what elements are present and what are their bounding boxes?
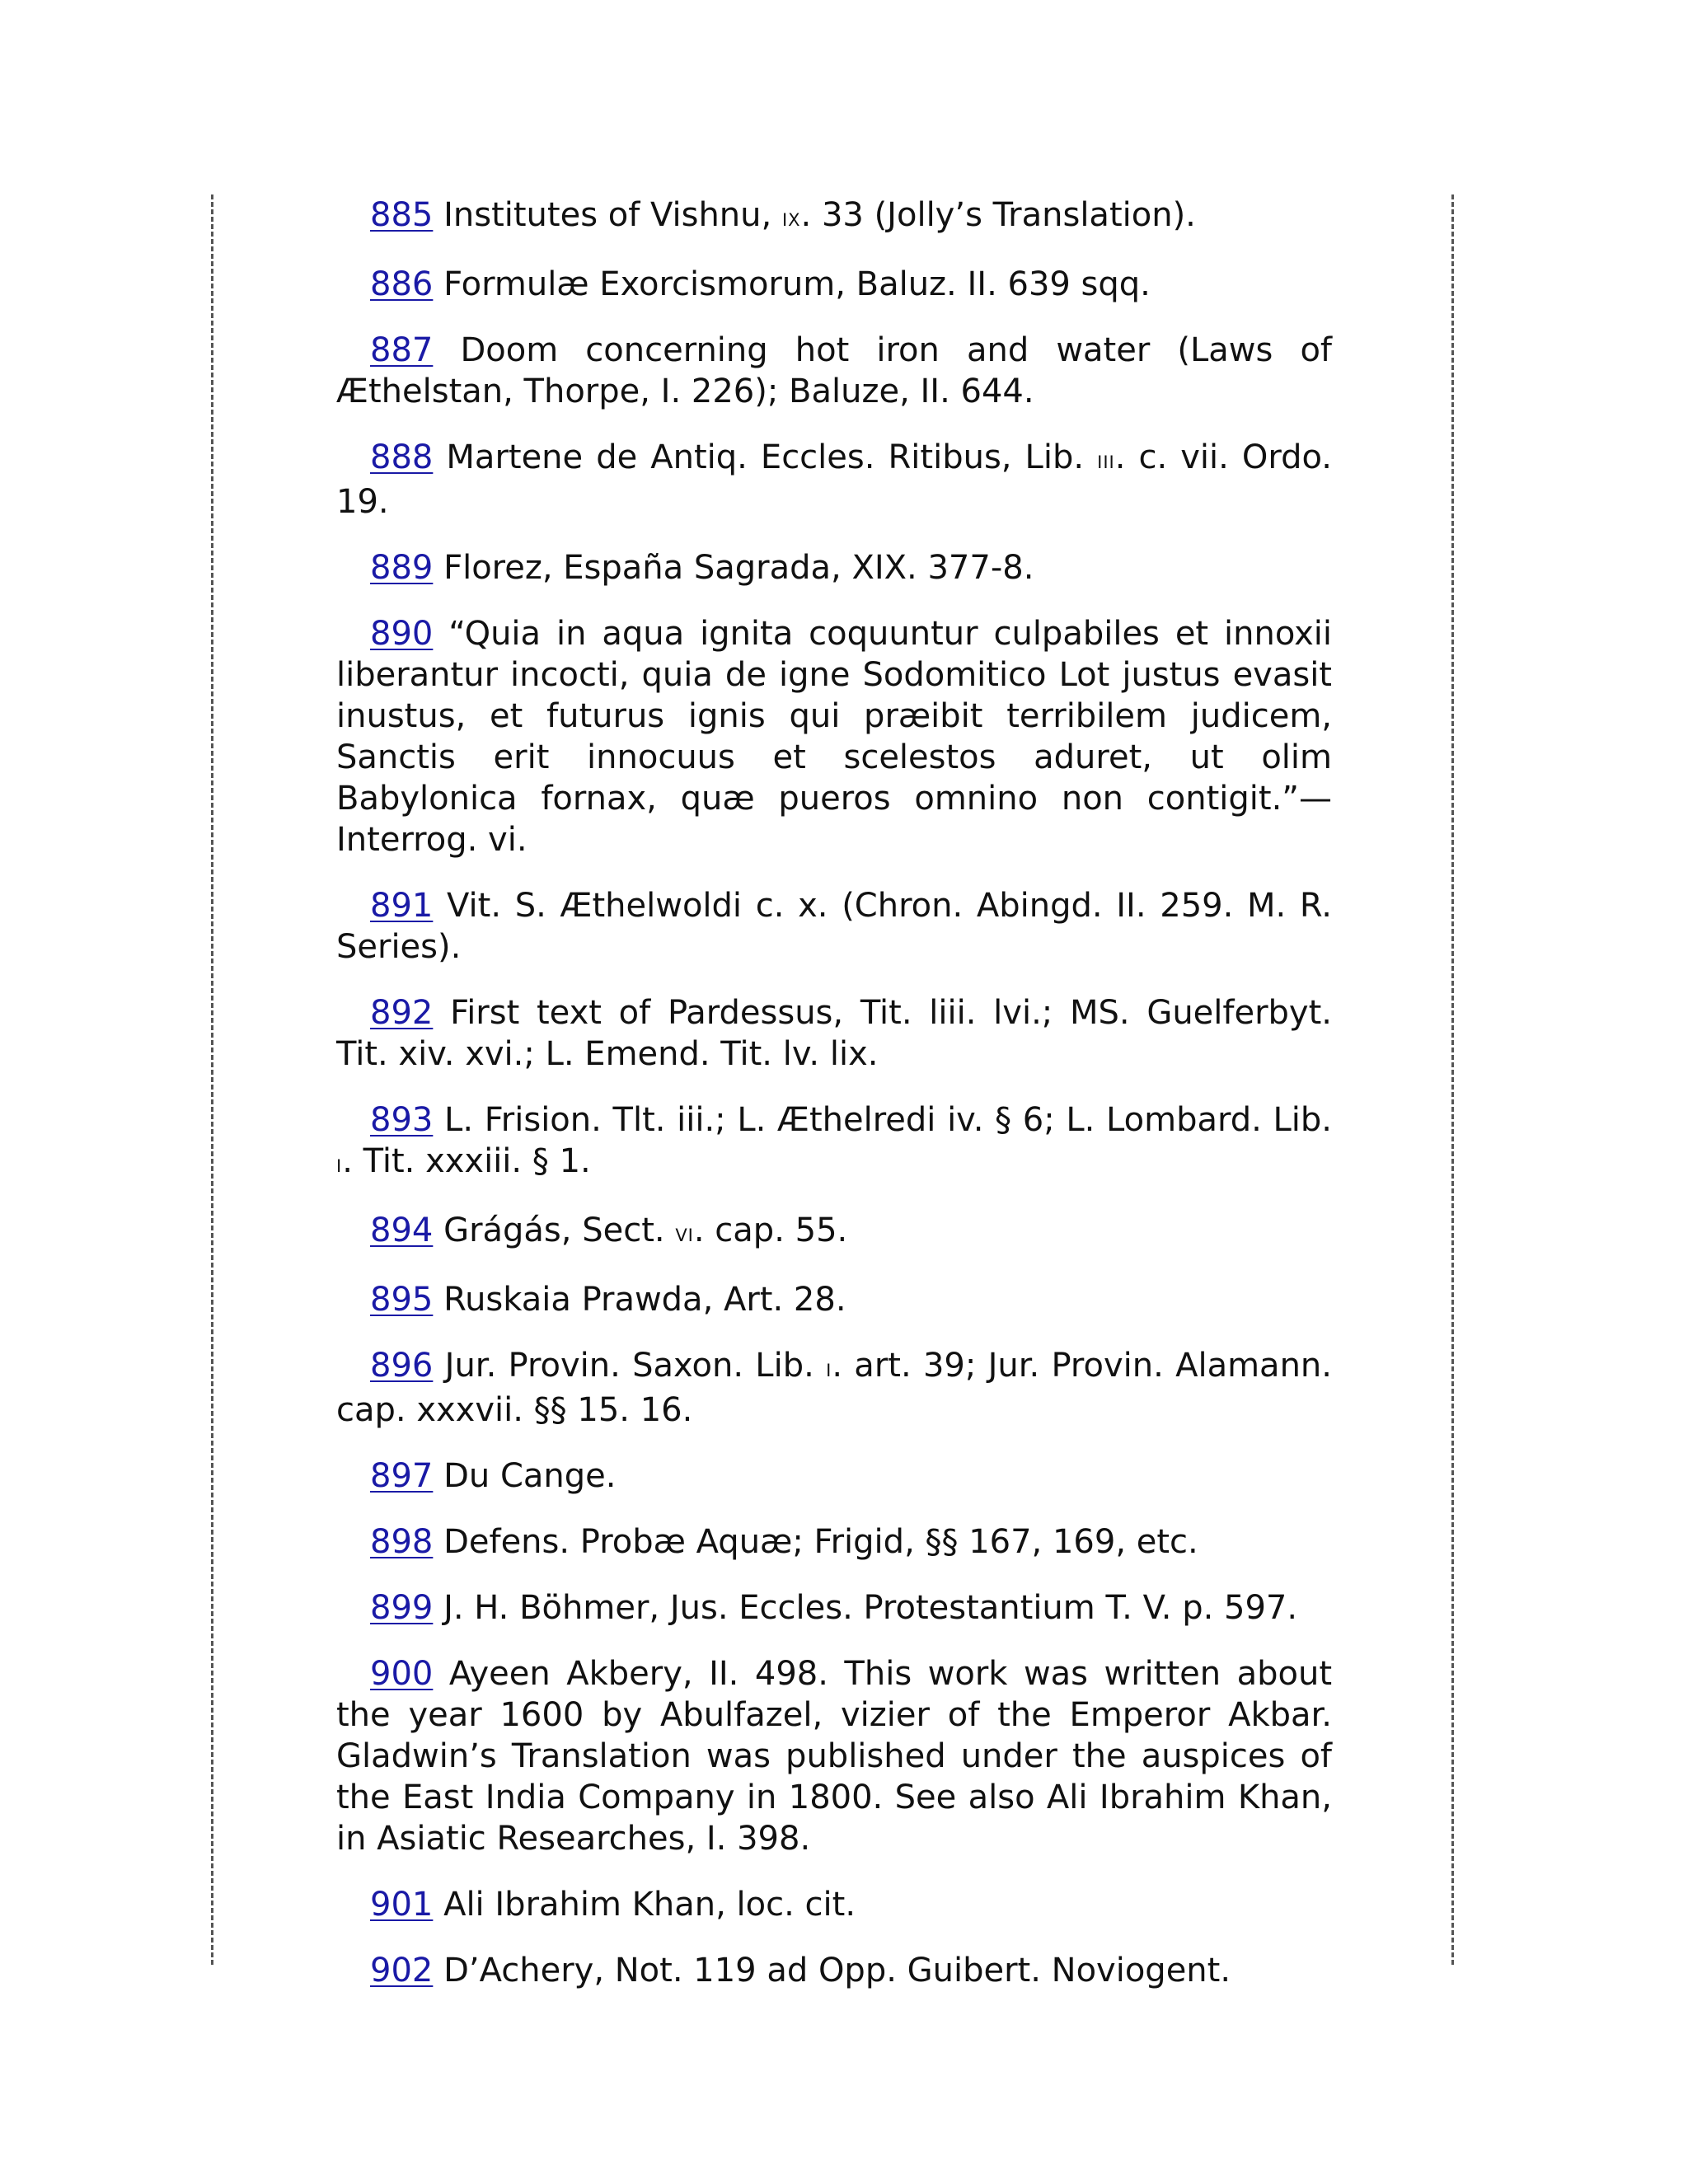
footnote-text: Ayeen Akbery, II. 498. This work was written about the year 1600 by Abulfazel, vizier of the Emperor Akbar. Gladwin’s Translation was published under the auspices of the East India Company in 1800. See also Ali Ibrahim Khan, in Asiatic Researches, I. 398.: [336, 1655, 1333, 1858]
footnote-899: [336, 1587, 1332, 1629]
footnote-text: First text of Pardessus, Tit. liii. lvi.; MS. Guelferbyt. Tit. xiv. xvi.; L. Emend. Tit. lv. lix.: [336, 994, 1332, 1073]
footnote-887: [336, 330, 1332, 412]
footnote-text: Ruskaia Prawda, Art. 28.: [443, 1281, 846, 1319]
footnote-text: . cap. 55.: [693, 1212, 848, 1249]
footnote-889: [336, 547, 1332, 588]
footnote-number-link[interactable]: 898: [370, 1523, 434, 1561]
footnote-901: [336, 1884, 1332, 1925]
footnote-text: . 33 (Jolly’s Translation).: [800, 196, 1196, 234]
small-caps-numeral: i: [826, 1354, 832, 1383]
footnote-894: [336, 1210, 1332, 1254]
footnote-text: D’Achery, Not. 119 ad Opp. Guibert. Noviogent.: [443, 1952, 1231, 1990]
footnote-text: Florez, España Sagrada, XIX. 377-8.: [443, 549, 1034, 587]
footnote-text: Vit. S. Æthelwoldi c. x. (Chron. Abingd. II. 259. M. R. Series).: [336, 887, 1332, 966]
footnote-895: [336, 1279, 1332, 1320]
footnote-text: Jur. Provin. Saxon. Lib.: [444, 1347, 827, 1385]
footnote-886: [336, 264, 1332, 305]
footnote-number-link[interactable]: 894: [370, 1212, 434, 1249]
footnote-number-link[interactable]: 897: [370, 1457, 434, 1495]
footnote-text: Du Cange.: [443, 1457, 617, 1495]
footnote-number-link[interactable]: 889: [370, 549, 434, 587]
footnote-text: Ali Ibrahim Khan, loc. cit.: [443, 1886, 856, 1924]
footnote-number-link[interactable]: 888: [370, 438, 434, 476]
footnote-number-link[interactable]: 901: [370, 1886, 434, 1924]
footnote-number-link[interactable]: 900: [370, 1655, 434, 1693]
footnote-number-link[interactable]: 892: [370, 994, 434, 1032]
footnote-text: J. H. Böhmer, Jus. Eccles. Protestantium T. V. p. 597.: [443, 1589, 1298, 1627]
footnote-898: [336, 1521, 1332, 1563]
footnote-number-link[interactable]: 887: [370, 331, 434, 369]
footnote-text: . art. 39; Jur. Provin. Alamann. cap. xxxvii. §§ 15. 16.: [336, 1347, 1332, 1429]
footnote-number-link[interactable]: 895: [370, 1281, 434, 1319]
footnote-888: [336, 437, 1332, 523]
footnote-text: L. Frision. Tlt. iii.; L. Æthelredi iv. § 6; L. Lombard. Lib.: [444, 1101, 1332, 1139]
footnote-896: [336, 1345, 1332, 1431]
footnote-900: [336, 1653, 1332, 1859]
footnote-text: “Quia in aqua ignita coquuntur culpabiles et innoxii liberantur incocti, quia de igne Sodomitico Lot justus evasit inustus, et futurus ignis qui præibit terribilem judicem, Sanctis erit innocuus et scelestos aduret, ut olim Babylonica fornax, quæ pueros omnino non contigit.”—Interrog. vi.: [336, 615, 1332, 859]
footnote-number-link[interactable]: 896: [370, 1347, 434, 1385]
small-caps-numeral: ix: [781, 204, 801, 232]
footnote-891: [336, 885, 1332, 968]
footnote-text: Grágás, Sect.: [443, 1212, 676, 1249]
footnote-885: [336, 194, 1332, 239]
footnote-text: Doom concerning hot iron and water (Laws of Æthelstan, Thorpe, I. 226); Baluze, II. 644.: [336, 331, 1332, 410]
footnote-902: [336, 1950, 1332, 1991]
footnote-892: [336, 992, 1332, 1075]
footnote-897: [336, 1455, 1332, 1497]
small-caps-numeral: vi: [675, 1219, 694, 1248]
small-caps-numeral: iii: [1097, 446, 1115, 475]
footnote-number-link[interactable]: 899: [370, 1589, 434, 1627]
footnote-number-link[interactable]: 886: [370, 265, 434, 303]
footnote-893: [336, 1099, 1332, 1185]
footnote-890: [336, 613, 1332, 860]
footnote-number-link[interactable]: 902: [370, 1952, 434, 1990]
footnote-text: Formulæ Exorcismorum, Baluz. II. 639 sqq.: [443, 265, 1151, 303]
footnote-text: Martene de Antiq. Eccles. Ritibus, Lib.: [446, 438, 1098, 476]
footnotes-list: [336, 194, 1332, 2016]
footnote-text: Defens. Probæ Aquæ; Frigid, §§ 167, 169, etc.: [443, 1523, 1198, 1561]
footnote-text: . Tit. xxxiii. § 1.: [342, 1142, 591, 1180]
small-caps-numeral: i: [336, 1150, 343, 1179]
footnote-number-link[interactable]: 893: [370, 1101, 434, 1139]
footnote-number-link[interactable]: 891: [370, 887, 434, 925]
footnote-text: . c. vii. Ordo. 19.: [336, 438, 1333, 521]
footnote-number-link[interactable]: 885: [370, 196, 434, 234]
footnote-text: Institutes of Vishnu,: [443, 196, 782, 234]
footnote-number-link[interactable]: 890: [370, 615, 434, 653]
